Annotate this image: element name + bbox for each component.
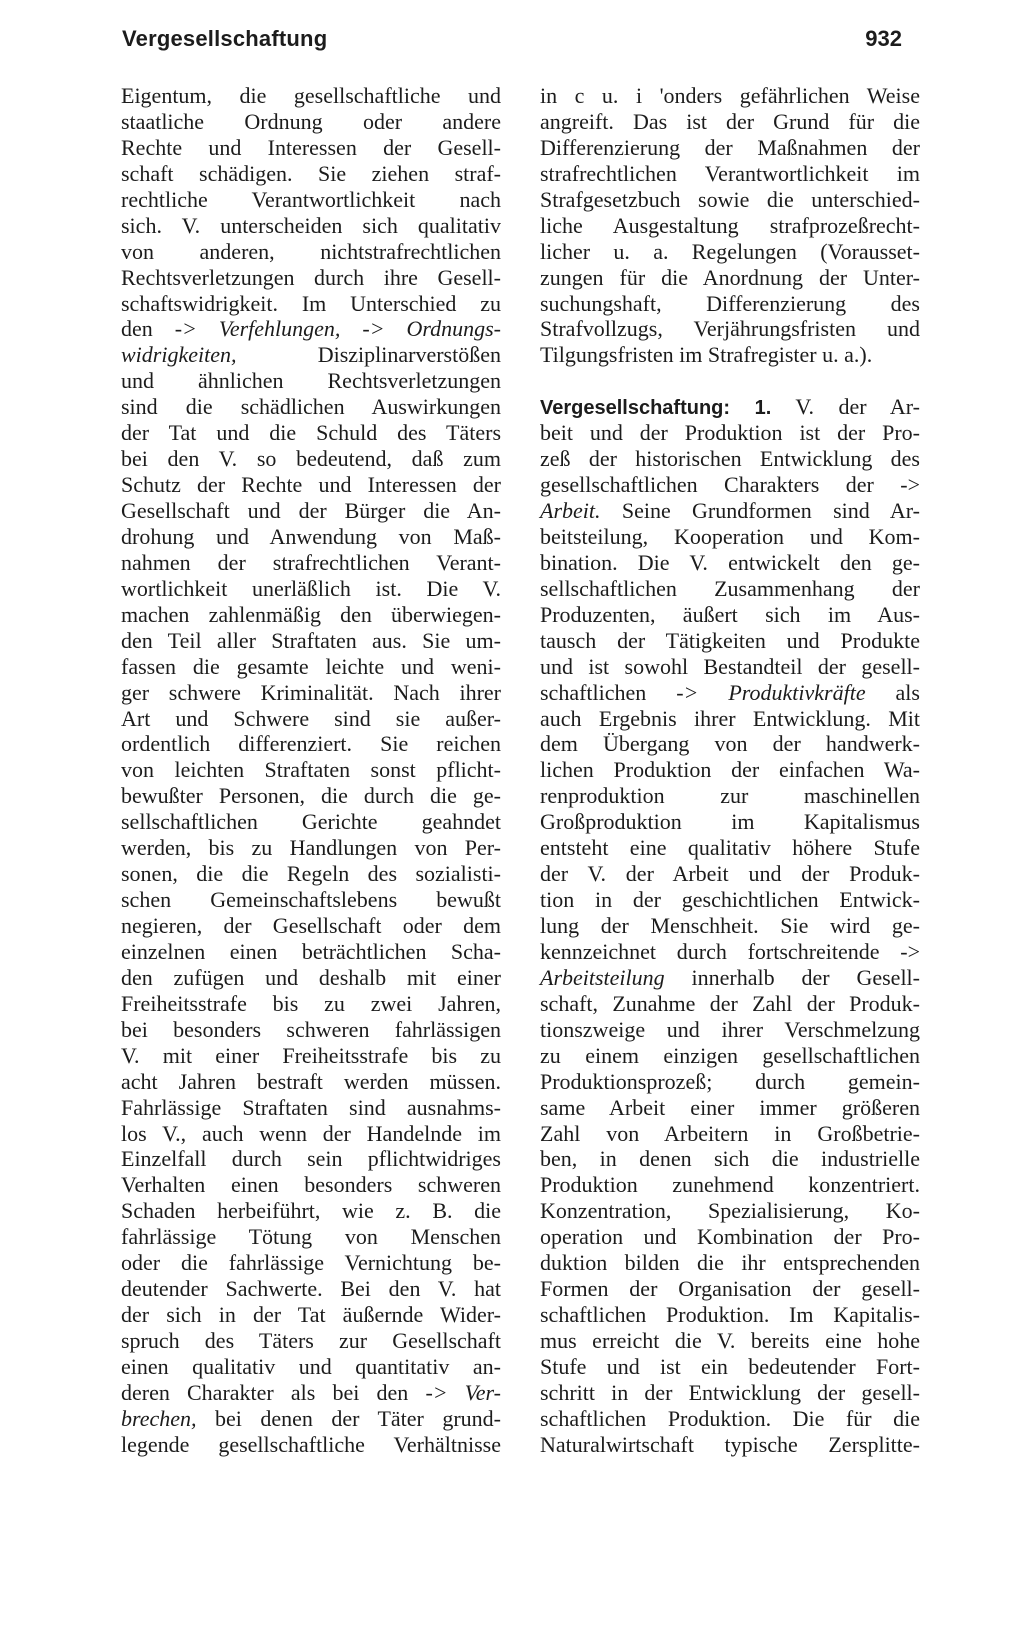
text-segment: den (121, 316, 175, 342)
text-line (121, 342, 501, 368)
text-line (540, 835, 920, 861)
text-segment: angreift. Das ist der Grund für die (540, 108, 920, 134)
text-line (540, 991, 920, 1017)
text-line (121, 861, 501, 887)
text-segment: Gesellschaft und der Bürger die An- (121, 498, 501, 523)
text-segment: zu einem einzigen gesellschaftlichen (540, 1042, 920, 1068)
text-segment: Schaden herbeiführt, wie z. B. die (121, 1198, 501, 1224)
text-segment: ordentlich differenziert. Sie reichen (121, 731, 501, 757)
text-line (540, 809, 920, 835)
text-line (121, 83, 501, 109)
text-line (540, 187, 920, 213)
text-line (540, 524, 920, 550)
right-text-column (540, 83, 920, 1458)
text-segment: suchungshaft, Differenzierung des (540, 290, 920, 316)
text-line (540, 265, 920, 291)
text-line (540, 1276, 920, 1302)
page-header (122, 26, 902, 62)
text-segment: sellschaftlichen Zusammenhang der (540, 575, 920, 601)
text-line (540, 342, 920, 368)
text-line (540, 939, 920, 965)
text-line (121, 783, 501, 809)
cross-reference: Arbeitsteilung (540, 964, 665, 990)
text-line (121, 472, 501, 498)
text-segment: schaftlichen Produktion. Im Kapitalis- (540, 1302, 920, 1328)
text-line (540, 291, 920, 317)
text-segment: lung der Menschheit. Sie wird ge- (540, 913, 920, 938)
text-segment: beit und der Produktion ist der Pro- (540, 420, 920, 446)
text-line (540, 135, 920, 161)
text-line (121, 991, 501, 1017)
text-segment: fahrlässige Tötung von Menschen (121, 1224, 501, 1250)
text-line (540, 654, 920, 680)
text-line (540, 1432, 920, 1458)
text-line (121, 939, 501, 965)
left-text-column (121, 83, 501, 1458)
text-segment: von leichten Straftaten sonst pflicht- (121, 757, 501, 783)
text-line (121, 1354, 501, 1380)
text-segment: schaftlichen Produktion. Die für die (540, 1405, 920, 1431)
text-segment: tionszweige und ihrer Verschmelzung (540, 1016, 920, 1042)
text-segment: legende gesellschaftliche Verhältnisse (121, 1431, 501, 1457)
cross-reference: -> Ver- (425, 1379, 501, 1405)
text-segment: Tilgungsfristen im Strafregister u. a.). (540, 342, 873, 368)
text-segment: bei denen der Täter grund- (196, 1405, 501, 1431)
text-segment: Produktionsprozeß; durch gemein- (540, 1068, 920, 1094)
text-line (540, 1069, 920, 1095)
cross-reference: widrigkeiten, (121, 342, 237, 368)
text-line (121, 1432, 501, 1458)
text-segment: renproduktion zur maschinellen (540, 783, 920, 809)
text-segment: oder die fahrlässige Vernichtung be- (121, 1250, 501, 1276)
text-segment: Strafgesetzbuch sowie die unterschied- (540, 186, 920, 212)
cross-reference: -> Produktivkräfte (676, 679, 866, 705)
text-segment: gesellschaftlichen Charakters der -> (540, 472, 920, 498)
text-line (121, 161, 501, 187)
text-line (540, 1172, 920, 1198)
text-segment: tausch der Tätigkeiten und Produkte (540, 627, 920, 653)
text-line (540, 394, 920, 420)
text-line (121, 757, 501, 783)
text-segment: staatliche Ordnung oder andere (121, 108, 501, 134)
text-segment: strafrechtlichen Verantwortlichkeit im (540, 160, 920, 186)
text-segment: machen zahlenmäßig den überwiegen- (121, 601, 501, 627)
text-line (540, 783, 920, 809)
text-line (540, 1224, 920, 1250)
text-segment: Stufe und ist ein bedeutender Fort- (540, 1353, 920, 1379)
text-line (540, 420, 920, 446)
text-segment: als (865, 679, 920, 705)
text-line (121, 1380, 501, 1406)
text-segment: auch Ergebnis ihrer Entwicklung. Mit (540, 705, 920, 731)
text-line (121, 1043, 501, 1069)
text-segment: Formen der Organisation der gesell- (540, 1276, 920, 1302)
text-line (540, 965, 920, 991)
text-segment: innerhalb der Gesell- (664, 964, 920, 990)
text-line (540, 239, 920, 265)
text-segment: Fahrlässige Straftaten sind ausnahms- (121, 1094, 501, 1120)
text-segment: los V., auch wenn der Handelnde im (121, 1120, 501, 1146)
text-segment: deren Charakter als bei den (121, 1379, 426, 1405)
text-segment: einen qualitativ und quantitativ an- (121, 1353, 501, 1379)
text-line (121, 291, 501, 317)
text-line (540, 550, 920, 576)
text-segment: einzelnen einen beträchtlichen Scha- (121, 938, 501, 964)
text-line (540, 757, 920, 783)
text-segment: zeß der historischen Entwicklung des (540, 446, 920, 472)
text-line (540, 1198, 920, 1224)
text-segment: werden, bis zu Handlungen von Per- (121, 835, 501, 861)
text-line (121, 1328, 501, 1354)
text-line (121, 965, 501, 991)
running-head-title: Vergesellschaftung (122, 26, 328, 51)
text-segment: den zufügen und deshalb mit einer (121, 964, 501, 990)
text-line (540, 316, 920, 342)
text-segment: Großproduktion im Kapitalismus (540, 809, 920, 835)
text-segment: bination. Die V. entwickelt den ge- (540, 549, 920, 575)
text-line (121, 187, 501, 213)
text-segment: Rechte und Interessen der Gesell- (121, 134, 501, 160)
text-segment: schaft schädigen. Sie ziehen straf- (121, 160, 501, 186)
entry-headword: Vergesellschaftung: 1. (540, 397, 772, 420)
text-line (121, 680, 501, 706)
text-line (121, 576, 501, 602)
text-line (121, 887, 501, 913)
text-segment: den Teil aller Straftaten aus. Sie um- (121, 627, 501, 653)
text-line (121, 602, 501, 628)
text-segment: negieren, der Gesellschaft oder dem (121, 913, 501, 938)
text-segment: Produzenten, äußert sich im Aus- (540, 601, 920, 627)
text-segment: ben, in denen sich die industrielle (540, 1146, 920, 1172)
text-line (121, 239, 501, 265)
text-segment: liche Ausgestaltung strafprozeßrecht- (540, 212, 920, 238)
text-segment: Differenzierung der Maßnahmen der (540, 134, 920, 160)
text-line (540, 731, 920, 757)
text-line (540, 1043, 920, 1069)
text-segment: dem Übergang von der handwerk- (540, 731, 920, 757)
text-line (121, 109, 501, 135)
text-line (540, 628, 920, 654)
text-segment: nahmen der strafrechtlichen Verant- (121, 549, 501, 575)
text-line (540, 680, 920, 706)
text-line (121, 420, 501, 446)
text-segment: Einzelfall durch sein pflichtwidriges (121, 1146, 501, 1172)
text-line (121, 1095, 501, 1121)
text-segment: licher u. a. Regelungen (Vorausset- (540, 238, 920, 264)
text-segment: schaftswidrigkeit. Im Unterschied zu (121, 290, 501, 316)
text-segment: der Tat und die Schuld des Täters (121, 420, 501, 446)
text-segment: bewußter Personen, die durch die ge- (121, 783, 501, 809)
text-segment: V. mit einer Freiheitsstrafe bis zu (121, 1042, 501, 1068)
text-line (121, 1172, 501, 1198)
text-segment: Produktion zunehmend konzentriert. (540, 1172, 920, 1198)
text-segment: Eigentum, die gesellschaftliche und (121, 83, 501, 108)
text-line (540, 1121, 920, 1147)
text-line (540, 1302, 920, 1328)
text-segment: Rechtsverletzungen durch ihre Gesell- (121, 264, 501, 290)
text-segment: duktion bilden die ihr entsprechenden (540, 1250, 920, 1276)
text-segment: Art und Schwere sind sie außer- (121, 705, 501, 731)
text-line (540, 913, 920, 939)
text-segment: Strafvollzugs, Verjährungsfristen und (540, 316, 920, 342)
text-segment: rechtliche Verantwortlichkeit nach (121, 186, 501, 212)
text-segment: der sich in der Tat äußernde Wider- (121, 1302, 501, 1328)
text-line (121, 913, 501, 939)
text-line (121, 265, 501, 291)
text-line (121, 809, 501, 835)
text-line (121, 706, 501, 732)
text-line (121, 1276, 501, 1302)
text-line (540, 109, 920, 135)
text-line (121, 1302, 501, 1328)
text-line (121, 1198, 501, 1224)
text-segment: schen Gemeinschaftslebens bewußt (121, 887, 501, 913)
text-line (121, 1017, 501, 1043)
text-line (121, 524, 501, 550)
cross-reference: -> Verfehlungen, -> Ordnungs- (174, 316, 501, 342)
text-line (121, 498, 501, 524)
text-segment: ger schwere Kriminalität. Nach ihrer (121, 679, 501, 705)
text-segment: kennzeichnet durch fortschreitende -> (540, 938, 920, 964)
text-line (121, 316, 501, 342)
text-segment: entsteht eine qualitativ höhere Stufe (540, 835, 920, 861)
text-segment: wortlichkeit unerläßlich ist. Die V. (121, 575, 501, 601)
text-line (540, 1250, 920, 1276)
text-line (540, 1354, 920, 1380)
text-segment: acht Jahren bestraft werden müssen. (121, 1068, 501, 1094)
text-segment: Freiheitsstrafe bis zu zwei Jahren, (121, 990, 501, 1016)
text-segment: Zahl von Arbeitern in Großbetrie- (540, 1120, 920, 1146)
text-line (121, 550, 501, 576)
text-line (121, 1069, 501, 1095)
text-segment: zungen für die Anordnung der Unter- (540, 264, 920, 290)
text-segment: sich. V. unterscheiden sich qualitativ (121, 212, 501, 238)
text-line (121, 1121, 501, 1147)
text-segment: Disziplinarverstößen (236, 342, 501, 368)
text-line (121, 1146, 501, 1172)
text-segment: tion in der geschichtlichen Entwick- (540, 887, 920, 913)
text-line (540, 1406, 920, 1432)
text-segment: Naturalwirtschaft typische Zersplitte- (540, 1431, 920, 1457)
text-line (540, 213, 920, 239)
paragraph-gap (540, 368, 920, 394)
text-segment: mus erreicht die V. bereits eine hohe (540, 1328, 920, 1353)
text-segment: deutender Sachwerte. Bei den V. hat (121, 1276, 501, 1302)
text-line (540, 446, 920, 472)
text-line (121, 1250, 501, 1276)
text-segment: V. der Ar- (771, 394, 920, 420)
text-line (121, 368, 501, 394)
text-segment: operation und Kombination der Pro- (540, 1224, 920, 1250)
text-line (540, 1328, 920, 1354)
text-line (121, 654, 501, 680)
text-segment: fassen die gesamte leichte und weni- (121, 653, 501, 679)
text-segment: sind die schädlichen Auswirkungen (121, 394, 501, 420)
text-segment: und ist sowohl Bestandteil der gesell- (540, 653, 920, 679)
text-line (540, 1017, 920, 1043)
page-number: 932 (865, 26, 902, 51)
text-line (121, 213, 501, 239)
text-line (121, 835, 501, 861)
text-segment: schaft, Zunahme der Zahl der Produk- (540, 990, 920, 1016)
text-segment: spruch des Täters zur Gesellschaft (121, 1328, 501, 1353)
text-line (540, 576, 920, 602)
text-line (121, 394, 501, 420)
text-segment: Schutz der Rechte und Interessen der (121, 472, 501, 498)
text-line (121, 446, 501, 472)
text-segment: beitsteilung, Kooperation und Kom- (540, 523, 920, 549)
text-segment: der V. der Arbeit und der Produk- (540, 861, 920, 887)
text-segment: sellschaftlichen Gerichte geahndet (121, 809, 501, 835)
text-line (540, 472, 920, 498)
text-line (540, 887, 920, 913)
text-segment: Konzentration, Spezialisierung, Ko- (540, 1198, 920, 1224)
cross-reference: brechen, (121, 1405, 197, 1431)
text-line (540, 706, 920, 732)
text-line (540, 1095, 920, 1121)
text-line (540, 602, 920, 628)
text-line (540, 1146, 920, 1172)
text-segment: und ähnlichen Rechtsverletzungen (121, 368, 501, 394)
text-segment: Verhalten einen besonders schweren (121, 1172, 501, 1198)
text-segment: sonen, die die Regeln des sozialisti- (121, 861, 501, 887)
text-segment: schritt in der Entwicklung der gesell- (540, 1379, 920, 1405)
text-line (121, 628, 501, 654)
text-segment: drohung und Anwendung von Maß- (121, 523, 501, 549)
text-segment: bei den V. so bedeutend, daß zum (121, 446, 501, 472)
text-line (121, 1406, 501, 1432)
text-line (540, 861, 920, 887)
text-segment: same Arbeit einer immer größeren (540, 1094, 920, 1120)
text-line (540, 161, 920, 187)
cross-reference: Arbeit. (540, 498, 601, 523)
text-line (540, 498, 920, 524)
text-line (121, 731, 501, 757)
text-segment: Seine Grundformen sind Ar- (600, 498, 920, 523)
text-line (121, 135, 501, 161)
text-segment: schaftlichen (540, 679, 677, 705)
text-line (540, 83, 920, 109)
text-segment: bei besonders schweren fahrlässigen (121, 1016, 501, 1042)
text-segment: in c u. i 'onders gefährlichen Weise (540, 83, 920, 108)
text-line (121, 1224, 501, 1250)
text-segment: von anderen, nichtstrafrechtlichen (121, 238, 501, 264)
text-segment: lichen Produktion der einfachen Wa- (540, 757, 920, 783)
text-line (540, 1380, 920, 1406)
